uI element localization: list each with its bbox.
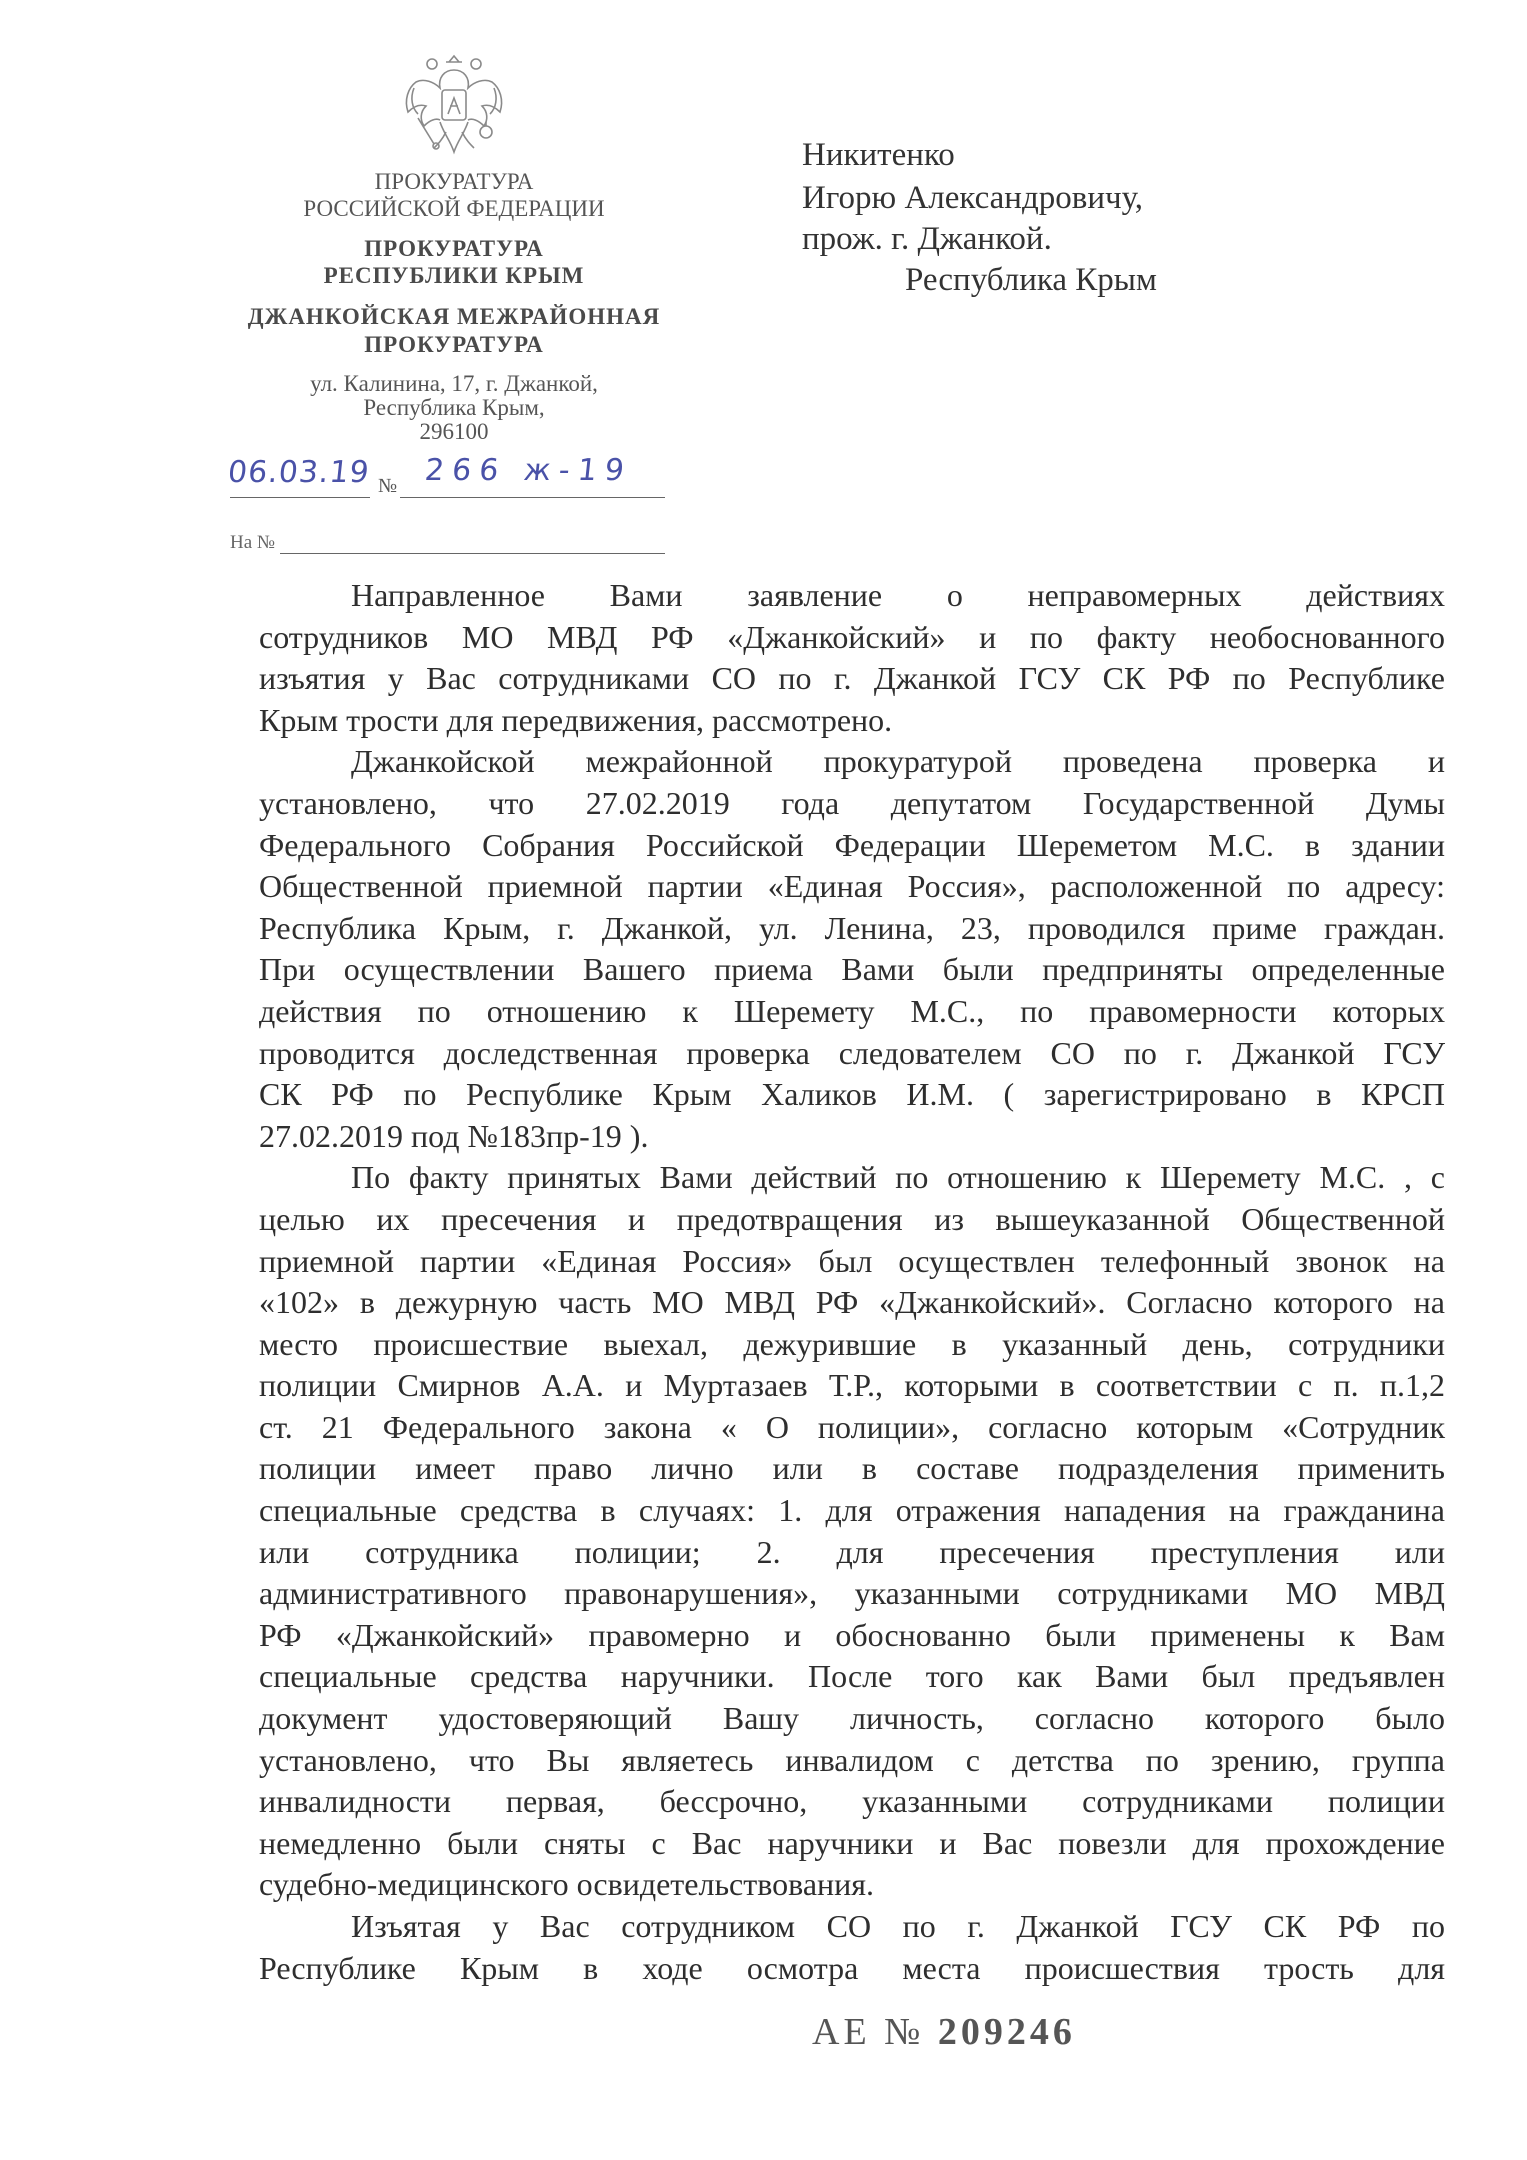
handwritten-outgoing-number: 266 ж-19 xyxy=(423,453,634,488)
body-line: специальные средства в случаях: 1. для отражения нападения на гражданина xyxy=(259,1492,1445,1529)
number-underline xyxy=(400,497,665,498)
handwritten-date: 06.03.19 xyxy=(226,455,372,490)
date-underline xyxy=(230,497,370,498)
body-line: Республика Крым, г. Джанкой, ул. Ленина, 23, проводился приме граждан. xyxy=(259,909,1445,946)
body-line: РФ «Джанкойский» правомерно и обоснованно были применены к Вам xyxy=(259,1616,1445,1653)
body-line: немедленно были сняты с Вас наручники и Вас повезли для прохождение xyxy=(259,1824,1445,1861)
body-line: Джанкойской межрайонной прокуратурой проведена проверка и xyxy=(351,743,1445,780)
body-line: ст. 21 Федерального закона « О полиции», согласно которым «Сотрудник xyxy=(259,1408,1445,1445)
body-line: специальные средства наручники. После того как Вами был предъявлен xyxy=(259,1658,1445,1695)
recipient-surname: Никитенко xyxy=(802,137,955,173)
serial-prefix: АЕ № xyxy=(812,2011,925,2053)
org-name-line: РОССИЙСКОЙ ФЕДЕРАЦИИ xyxy=(303,196,605,221)
serial-number: 209246 xyxy=(937,2011,1076,2053)
emblem-eagle-icon xyxy=(394,48,514,160)
body-line: место происшествие выехал, дежурившие в указанный день, сотрудники xyxy=(259,1325,1445,1362)
body-line: полиции имеет право лично или в составе подразделения применить xyxy=(259,1450,1445,1487)
org-name-line: ПРОКУРАТУРА xyxy=(374,169,534,194)
recipient-address: прож. г. Джанкой. xyxy=(802,221,1052,257)
body-line: Направленное Вами заявление о неправомерных действиях xyxy=(351,577,1445,613)
body-line: При осуществлении Вашего приема Вами были предприняты определенные xyxy=(259,951,1445,988)
org-name-bold-line: ПРОКУРАТУРА xyxy=(364,236,544,261)
body-line: приемной партии «Единая Россия» был осуществлен телефонный звонок на xyxy=(259,1242,1445,1279)
body-line: СК РФ по Республике Крым Халиков И.М. ( зарегистрировано в КРСП xyxy=(259,1076,1445,1113)
body-line: документ удостоверяющий Вашу личность, согласно которого было xyxy=(259,1700,1445,1737)
body-line: сотрудников МО МВД РФ «Джанкойский» и по факту необоснованного xyxy=(259,618,1445,655)
body-line: действия по отношению к Шеремету М.С., по правомерности которых xyxy=(259,992,1445,1029)
body-line: административного правонарушения», указанными сотрудниками МО МВД xyxy=(259,1575,1445,1612)
body-line: инвалидности первая, бессрочно, указанными сотрудниками полиции xyxy=(259,1783,1445,1820)
body-line: изъятия у Вас сотрудниками СО по г. Джанкой ГСУ СК РФ по Республике xyxy=(259,660,1445,697)
letter-body xyxy=(259,575,1445,1989)
body-line: или сотрудника полиции; 2. для пресечения преступления или xyxy=(259,1533,1445,1570)
body-line: «102» в дежурную часть МО МВД РФ «Джанкойский». Согласно которого на xyxy=(259,1284,1445,1321)
body-line: Крым трости для передвижения, рассмотрено. xyxy=(259,701,893,738)
form-serial-number xyxy=(812,2010,1076,2054)
reply-to-label: На № xyxy=(230,532,276,553)
reply-to-underline xyxy=(280,553,665,554)
address-line: 296100 xyxy=(419,419,489,444)
body-line: проводится доследственная проверка следователем СО по г. Джанкой ГСУ xyxy=(259,1034,1445,1071)
address-line: ул. Калинина, 17, г. Джанкой, xyxy=(310,371,598,396)
body-line: Республике Крым в ходе осмотра места происшествия трость для xyxy=(259,1949,1445,1986)
body-line: Федерального Собрания Российской Федерации Шереметом М.С. в здании xyxy=(259,826,1445,863)
body-line: установлено, что Вы являетесь инвалидом с детства по зрению, группа xyxy=(259,1741,1445,1778)
number-sign: № xyxy=(378,475,398,497)
body-line: По факту принятых Вами действий по отношению к Шеремету М.С. , с xyxy=(351,1159,1445,1196)
body-line: установлено, что 27.02.2019 года депутатом Государственной Думы xyxy=(259,784,1445,821)
org-name-bold-line: ПРОКУРАТУРА xyxy=(364,332,544,357)
address-line: Республика Крым, xyxy=(363,395,545,420)
body-line: судебно-медицинского освидетельствования. xyxy=(259,1866,874,1903)
org-name-bold-line: РЕСПУБЛИКИ КРЫМ xyxy=(323,263,585,288)
body-line: Общественной приемной партии «Единая Россия», расположенной по адресу: xyxy=(259,868,1445,905)
recipient-name: Игорю Александровичу, xyxy=(802,180,1144,216)
body-line: Изъятая у Вас сотрудником СО по г. Джанкой ГСУ СК РФ по xyxy=(351,1908,1445,1944)
body-line: 27.02.2019 под №183пр-19 ). xyxy=(259,1117,649,1154)
body-line: полиции Смирнов А.А. и Муртазаев Т.Р., которыми в соответствии с п. п.1,2 xyxy=(259,1367,1445,1404)
recipient-region: Республика Крым xyxy=(905,262,1157,298)
body-line: целью их пресечения и предотвращения из вышеуказанной Общественной xyxy=(259,1200,1445,1237)
org-name-bold-line: ДЖАНКОЙСКАЯ МЕЖРАЙОННАЯ xyxy=(247,304,661,329)
